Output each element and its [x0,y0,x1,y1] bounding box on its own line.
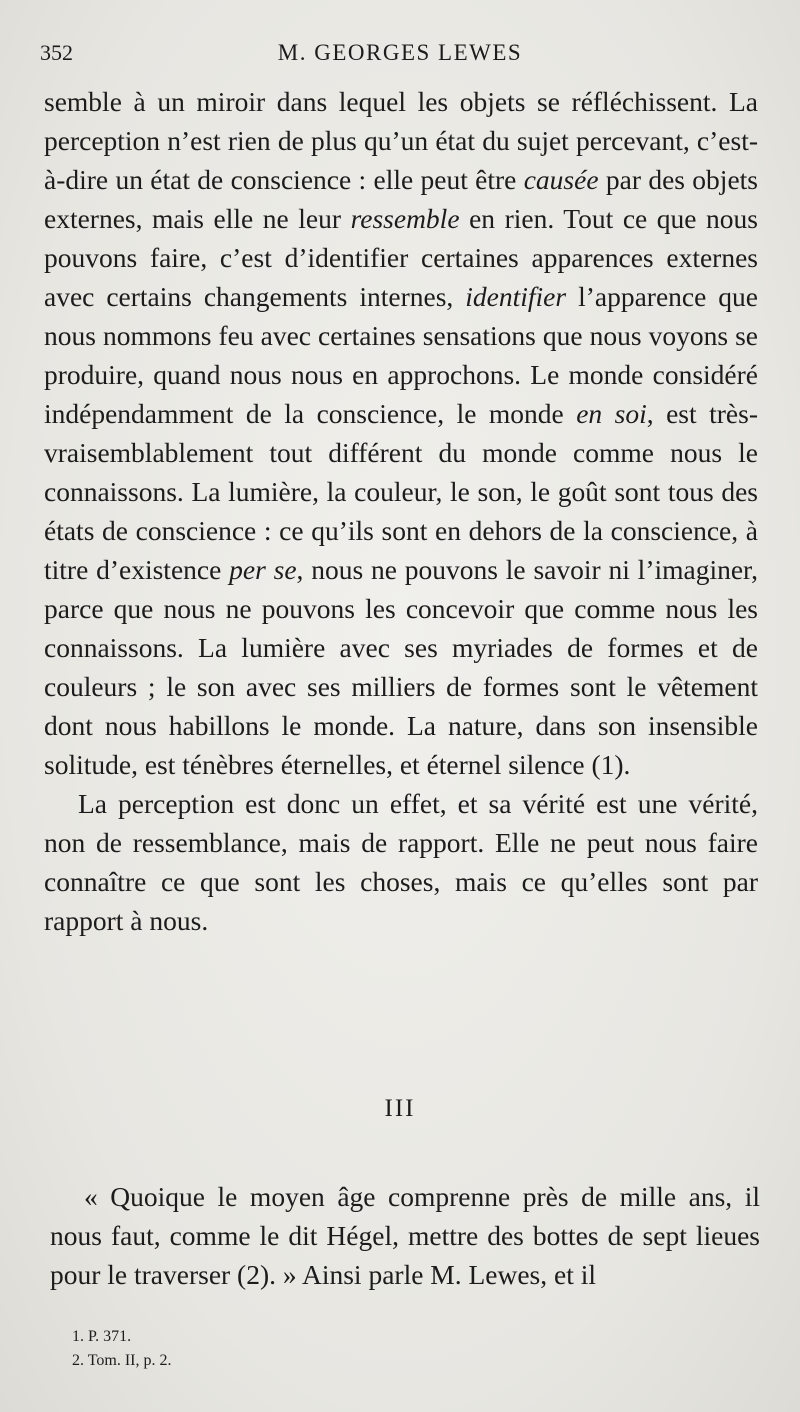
footnote-1: 1. P. 371. [72,1328,132,1345]
section-paragraph: « Quoique le moyen âge comprenne près de mille ans, il nous faut, comme le dit Hégel, mettre des bottes de sept lieues pour le traverser (2). » Ainsi parle M. Lewes, et il [50,1181,760,1290]
running-title: M. GEORGES LEWES [277,40,523,65]
emphasis-identifier: identifier [465,281,567,312]
emphasis-en-soi: en soi [576,398,647,429]
section-heading: III [384,1095,416,1122]
emphasis-ressemble: ressemble [350,203,460,234]
emphasis-causee: causée [523,164,599,195]
paragraph-2: La perception est donc un effet, et sa vérité est une vérité, non de ressemblance, mais de rapport. Elle ne peut nous faire connaître ce que sont les choses, mais ce qu’elles sont par rapport à nous. [44,788,758,936]
main-text [44,82,758,940]
paragraph-1: semble à un miroir dans lequel les objets se réfléchissent. La perception n’est rien de plus qu’un état du sujet percevant, c’est-à-dire un état de conscience : elle peut être causée par des objets externes, mais elle ne leur ressemble en rien. Tout ce que nous pouvons faire, c’est d’identifier certaines apparences externes avec certains changements internes, identifier l’apparence que nous nommons feu avec certaines sensations que nous voyons se produire, quand nous nous en approchons. Le monde considéré indépendamment de la conscience, le monde en soi, est très-vraisemblablement tout différent du monde comme nous le connaissons. La lumière, la couleur, le son, le goût sont tous des états de conscience : ce qu’ils sont en dehors de la conscience, à titre d’existence per se, nous ne pouvons le savoir ni l’imaginer, parce que nous ne pouvons les concevoir que comme nous les connaissons. La lumière avec ses myriades de formes et de couleurs ; le son avec ses milliers de formes sont le vêtement dont nous habillons le monde. La nature, dans son insensible solitude, est ténèbres éternelles, et éternel silence (1). [44,86,758,780]
page-number: 352 [40,40,73,65]
section-text [50,1177,760,1294]
emphasis-per-se: per se [229,554,297,585]
footnotes [72,1325,171,1373]
footnote-2: 2. Tom. II, p. 2. [72,1352,172,1369]
page-header [40,40,760,76]
